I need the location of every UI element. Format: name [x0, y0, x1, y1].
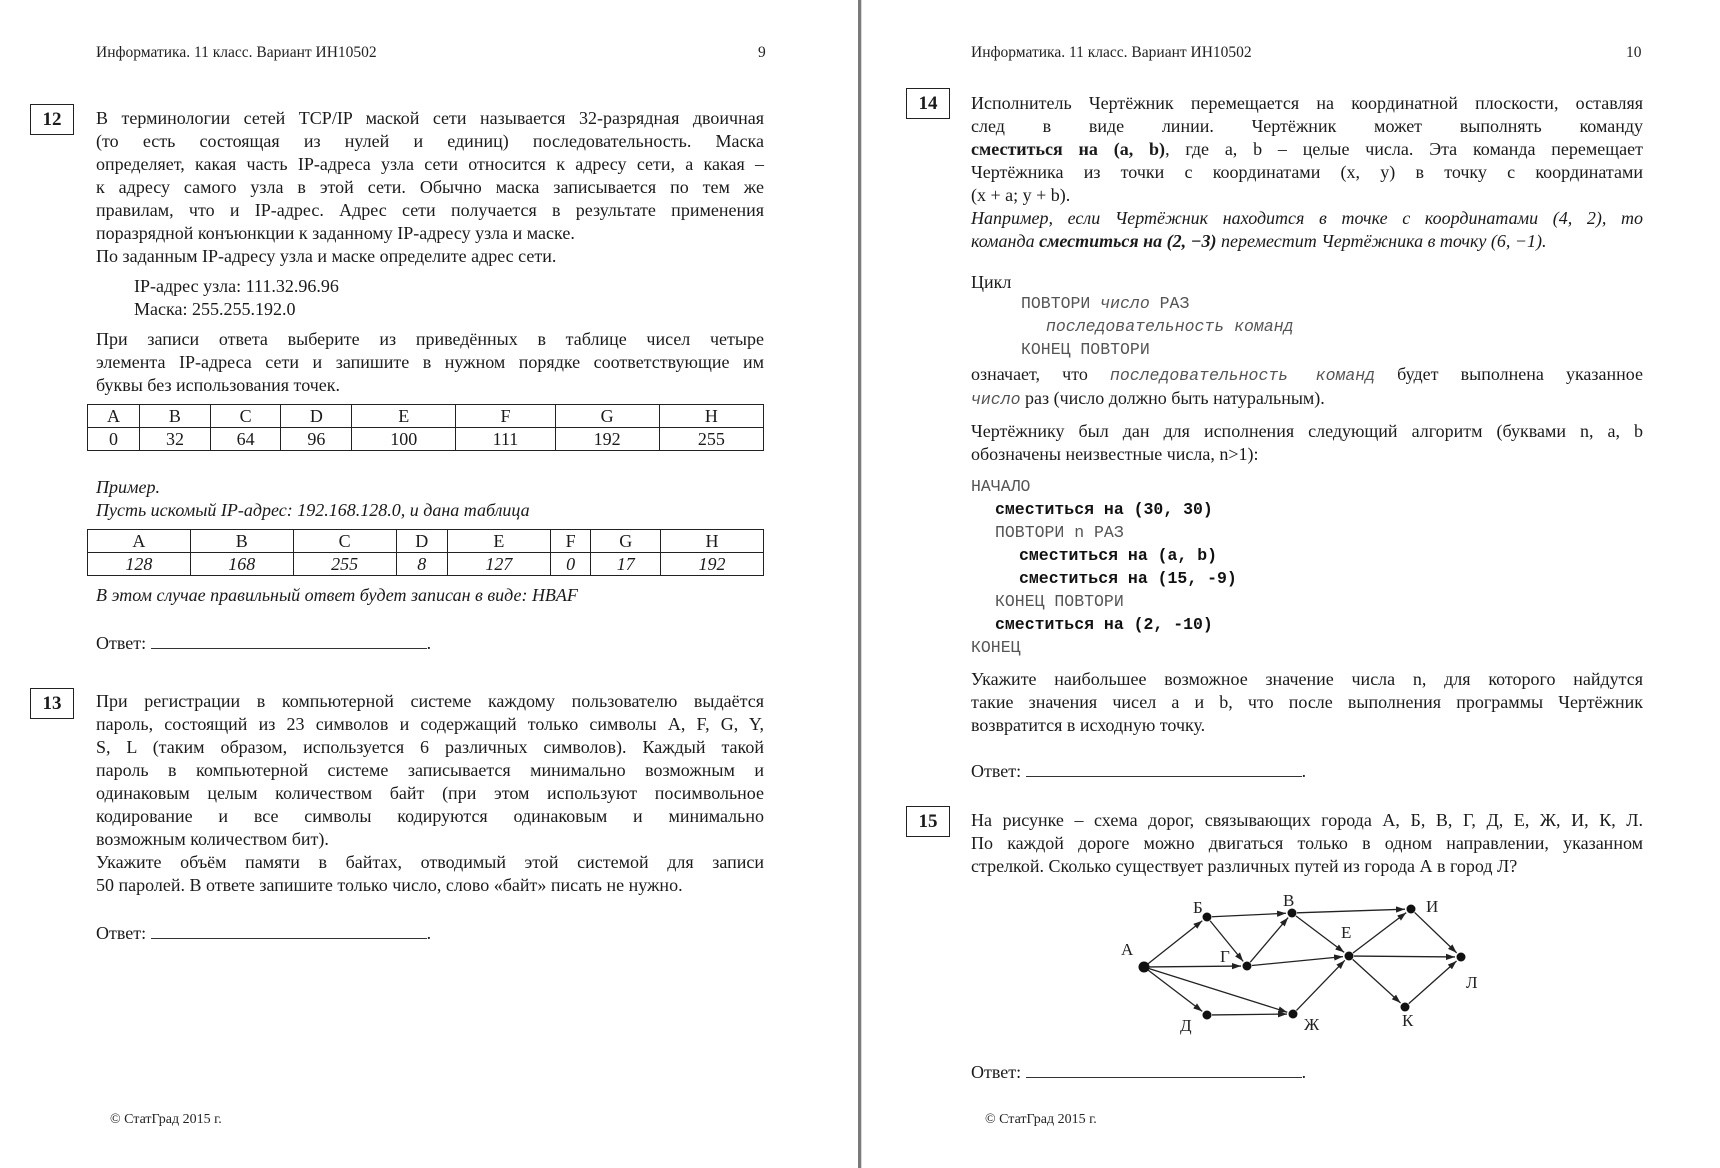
- algo-line: НАЧАЛО: [971, 477, 1031, 496]
- graph-node-label: И: [1426, 897, 1439, 916]
- instruction-line: буквы без использования точек.: [96, 375, 341, 395]
- task-number-box: 13: [30, 688, 74, 719]
- table-cell: 255: [659, 428, 763, 451]
- task13-line: кодирование и все символы кодируются одинаковым и минимально: [96, 806, 764, 826]
- instruction-line: элемента IP-адреса сети и запишите в нужном порядке соответствующие им: [96, 352, 764, 372]
- task-number-box: 15: [906, 806, 950, 837]
- algo-line: сместиться на (a, b): [1019, 546, 1218, 565]
- page-header-title: Информатика. 11 класс. Вариант ИН10502: [971, 44, 1252, 61]
- graph-edge: [1353, 913, 1406, 953]
- table-cell: D: [396, 530, 447, 553]
- graph-node: [1289, 1010, 1298, 1019]
- table-cell: G: [591, 530, 661, 553]
- answer-label: Ответ:: [96, 923, 147, 943]
- inline-code: последовательность команд: [1109, 366, 1376, 385]
- keyword: число: [1100, 294, 1150, 313]
- table-cell: A: [88, 405, 140, 428]
- algo-line: КОНЕЦ: [971, 638, 1021, 657]
- table-cell: 128: [88, 553, 191, 576]
- page-number: 9: [758, 44, 766, 61]
- table-cell: 127: [448, 553, 551, 576]
- task14-answer: Ответ: .: [971, 761, 1307, 781]
- word: линии.: [1161, 116, 1214, 136]
- task14-text: , где a, b – целые числа. Эта команда перемещает: [1165, 139, 1644, 159]
- mask-line: Маска: 255.255.192.0: [134, 299, 296, 319]
- graph-nodes: [1139, 905, 1466, 1020]
- graph-edge: [1409, 961, 1457, 1004]
- task12-answer: Ответ: .: [96, 633, 432, 653]
- task14-line: Чертёжника из точки с координатами (x, y) в точку с координатами: [971, 162, 1643, 182]
- example-answer: В этом случае правильный ответ будет записан в виде: HBAF: [96, 585, 578, 605]
- task14-line: (x + a; y + b).: [971, 185, 1071, 205]
- example-text: Пусть искомый IP-адрес: 192.168.128.0, и дана таблица: [96, 500, 530, 520]
- table-cell: 100: [352, 428, 456, 451]
- keyword: РАЗ: [1159, 294, 1190, 313]
- task15-answer: Ответ: .: [971, 1062, 1307, 1082]
- task14-line: Исполнитель Чертёжник перемещается на координатной плоскости, оставляя: [971, 93, 1643, 113]
- task14-question-line: Укажите наибольшее возможное значение числа n, для которого найдутся: [971, 669, 1643, 689]
- task14-example-line: Например, если Чертёжник находится в точке с координатами (4, 2), то: [971, 208, 1643, 228]
- table-cell: 0: [88, 428, 140, 451]
- ip-address-line: IP-адрес узла: 111.32.96.96: [134, 276, 339, 296]
- word: виде: [1088, 116, 1125, 136]
- graph-edge: [1252, 957, 1343, 966]
- task14-text: означает, что: [971, 364, 1110, 384]
- graph-node: [1345, 952, 1354, 961]
- task14-text: переместит Чертёжника в точку (6, −1).: [1216, 231, 1547, 251]
- graph-node: [1407, 905, 1416, 914]
- keyword: ПОВТОРИ: [1021, 294, 1091, 313]
- task15-line: По каждой дороге можно двигаться только в одном направлении, указанном: [971, 833, 1643, 853]
- task15-line: На рисунке – схема дорог, связывающих города А, Б, В, Г, Д, Е, Ж, И, К, Л.: [971, 810, 1643, 830]
- task12-line: В терминологии сетей TCP/IP маской сети называется 32-разрядная двоичная: [96, 108, 764, 128]
- task14-line: обозначены неизвестные числа, n>1):: [971, 444, 1259, 464]
- task-number-box: 14: [906, 88, 950, 119]
- page-header-title: Информатика. 11 класс. Вариант ИН10502: [96, 44, 377, 61]
- table-cell: 32: [140, 428, 211, 451]
- example-title: Пример.: [96, 477, 160, 497]
- inline-code: число: [971, 390, 1021, 409]
- task15-line: стрелкой. Сколько существует различных путей из города А в город Л?: [971, 856, 1518, 876]
- table-cell: E: [352, 405, 456, 428]
- task14-text: будет выполнена указанное: [1375, 364, 1643, 384]
- table-cell: 192: [661, 553, 764, 576]
- table-cell: D: [281, 405, 352, 428]
- task14-text: раз (число должно быть натуральным).: [1020, 388, 1325, 408]
- table-cell: 111: [456, 428, 555, 451]
- table-cell: 17: [591, 553, 661, 576]
- table-cell: F: [456, 405, 555, 428]
- table-cell: A: [88, 530, 191, 553]
- task14-line: Чертёжнику был дан для исполнения следующий алгоритм (буквами n, a, b: [971, 421, 1643, 441]
- graph-node-label: В: [1283, 891, 1295, 910]
- graph-node-label: К: [1402, 1011, 1414, 1030]
- footer-copyright: © СтатГрад 2015 г.: [985, 1112, 1097, 1127]
- page-number: 10: [1626, 44, 1642, 61]
- algo-line: КОНЕЦ ПОВТОРИ: [995, 592, 1124, 611]
- table-cell: 8: [396, 553, 447, 576]
- task13-line: S, L (таким образом, используется 6 различных символов). Каждый такой: [96, 737, 764, 757]
- table-cell: 168: [190, 553, 293, 576]
- graph-node-label: Д: [1180, 1016, 1192, 1035]
- task12-line: определяет, какая часть IP-адреса узла сети относится к адресу сети, а какая –: [96, 154, 764, 174]
- cycle-label: Цикл: [971, 272, 1012, 292]
- graph-node-label: Б: [1193, 898, 1203, 917]
- graph-edge: [1296, 960, 1344, 1010]
- table-cell: G: [555, 405, 659, 428]
- cycle-code-sequence: последовательность команд: [1046, 317, 1294, 336]
- table-cell: H: [661, 530, 764, 553]
- table-cell: E: [448, 530, 551, 553]
- task14-text: команда: [971, 231, 1040, 251]
- graph-node: [1203, 913, 1212, 922]
- algo-line: сместиться на (30, 30): [995, 500, 1213, 519]
- task12-line: правилам, что и IP-адрес. Адрес сети получается в результате применения: [96, 200, 764, 220]
- graph-edge: [1148, 921, 1202, 964]
- footer-copyright: © СтатГрад 2015 г.: [110, 1112, 222, 1127]
- graph-node: [1139, 962, 1150, 973]
- table-cell: F: [550, 530, 590, 553]
- graph-edges: [1148, 909, 1457, 1015]
- task12-line: (то есть состоящая из нулей и единиц) последовательность. Маска: [96, 131, 764, 151]
- graph-edge: [1354, 956, 1455, 957]
- table-cell: 192: [555, 428, 659, 451]
- table-cell: B: [190, 530, 293, 553]
- task12-line: поразрядной конъюнкции к заданному IP-адресу узла и маске.: [96, 223, 575, 243]
- graph-node-label: Г: [1220, 947, 1230, 966]
- algo-line: сместиться на (2, -10): [995, 615, 1213, 634]
- answer-label: Ответ:: [971, 1062, 1022, 1082]
- graph-node-label: Е: [1341, 923, 1352, 942]
- word: команду: [1579, 116, 1643, 136]
- graph-node: [1457, 953, 1466, 962]
- word: след: [971, 116, 1005, 136]
- task12-question: По заданным IP-адресу узла и маске определите адрес сети.: [96, 246, 557, 266]
- task13-question-line: Укажите объём памяти в байтах, отводимый этой системой для записи: [96, 852, 764, 872]
- word: в: [1042, 116, 1052, 136]
- word: выполнять: [1459, 116, 1542, 136]
- task-number-box: 12: [30, 104, 74, 135]
- instruction-line: При записи ответа выберите из приведённых в таблице чисел четыре: [96, 329, 764, 349]
- task13-line: возможным количеством бит).: [96, 829, 329, 849]
- table-cell: B: [140, 405, 211, 428]
- command-name: сместиться на (2, −3): [1039, 231, 1217, 251]
- graph-edge: [1212, 913, 1286, 916]
- task14-question-line: возвратится в исходную точку.: [971, 715, 1206, 735]
- task13-question-line: 50 паролей. В ответе запишите только число, слово «байт» писать не нужно.: [96, 875, 683, 895]
- task13-line: одинаковым целым количеством байт (при этом используют посимвольное: [96, 783, 764, 803]
- graph-edge: [1296, 916, 1344, 952]
- answer-label: Ответ:: [971, 761, 1022, 781]
- task12-line: к адресу самого узла в этой сети. Обычно маска записывается по тем же: [96, 177, 764, 197]
- table-cell: 96: [281, 428, 352, 451]
- graph-node-label: А: [1121, 940, 1134, 959]
- table-cell: C: [210, 405, 281, 428]
- word: может: [1374, 116, 1423, 136]
- table-cell: 64: [210, 428, 281, 451]
- algo-line: ПОВТОРИ n РАЗ: [995, 523, 1124, 542]
- algo-line: сместиться на (15, -9): [1019, 569, 1237, 588]
- table-cell: C: [293, 530, 396, 553]
- task13-answer: Ответ: .: [96, 923, 432, 943]
- graph-node: [1203, 1011, 1212, 1020]
- graph-edge: [1149, 966, 1241, 967]
- graph-edge: [1250, 918, 1288, 963]
- table-cell: 0: [550, 553, 590, 576]
- graph-node-label: Л: [1466, 973, 1478, 992]
- graph-edge: [1149, 969, 1288, 1013]
- table-cell: H: [659, 405, 763, 428]
- graph-edge: [1353, 959, 1401, 1003]
- answer-label: Ответ:: [96, 633, 147, 653]
- answer-field[interactable]: [1026, 1061, 1302, 1078]
- task13-line: При регистрации в компьютерной системе каждому пользователю выдаётся: [96, 691, 764, 711]
- cycle-code-end: КОНЕЦ ПОВТОРИ: [1021, 340, 1150, 359]
- task13-line: пароль, состоящий из 23 символов и содержащий только символы A, F, G, Y,: [96, 714, 764, 734]
- graph-edge: [1212, 1014, 1287, 1015]
- graph-edge: [1297, 909, 1405, 913]
- task13-line: пароль в компьютерной системе записывается минимально возможным и: [96, 760, 764, 780]
- table-cell: 255: [293, 553, 396, 576]
- graph-edge: [1415, 912, 1457, 952]
- task14-question-line: такие значения чисел a и b, что после выполнения программы Чертёжник: [971, 692, 1643, 712]
- graph-node-label: Ж: [1304, 1015, 1320, 1034]
- word: Чертёжник: [1251, 116, 1337, 136]
- graph-node: [1243, 962, 1252, 971]
- command-name: сместиться на (a, b): [971, 139, 1166, 159]
